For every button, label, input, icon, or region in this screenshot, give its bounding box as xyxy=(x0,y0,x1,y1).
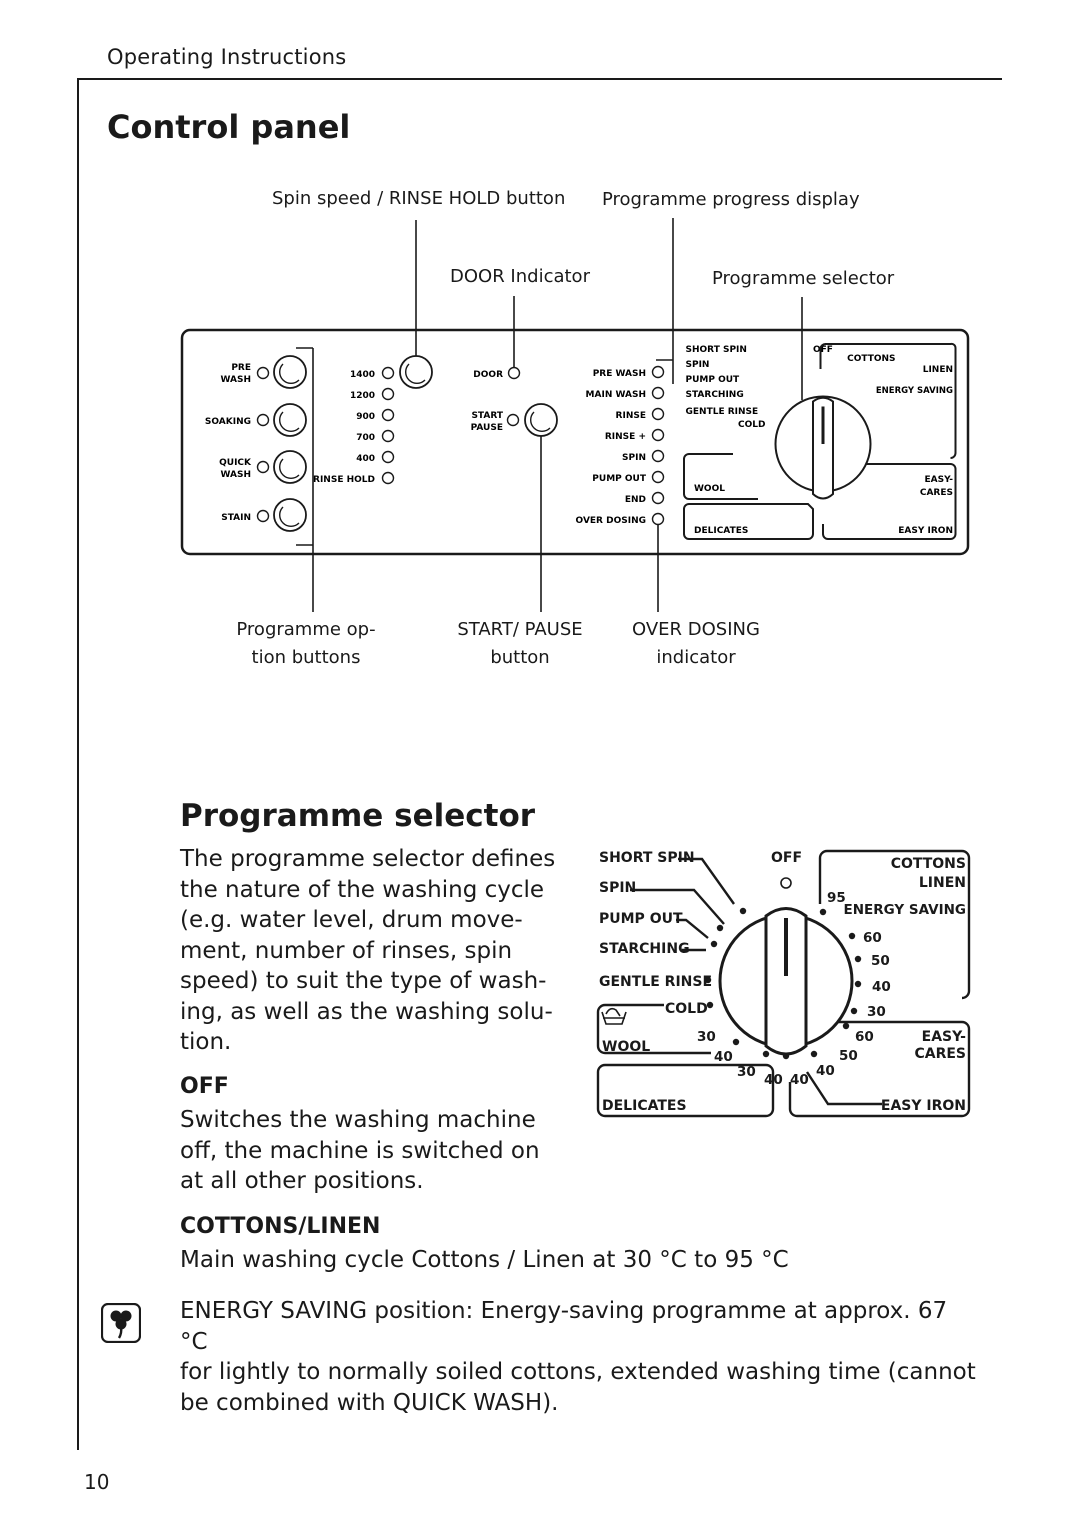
option-label-prewash-2: WASH xyxy=(220,375,251,385)
svg-text:60: 60 xyxy=(855,1029,874,1045)
callout-over-dosing-line2: indicator xyxy=(656,647,736,668)
speed-label-400: 400 xyxy=(356,454,375,464)
svg-text:40: 40 xyxy=(764,1072,783,1088)
svg-text:30: 30 xyxy=(867,1004,886,1020)
svg-text:PUMP OUT: PUMP OUT xyxy=(685,375,740,385)
svg-text:OVER DOSING: OVER DOSING xyxy=(575,516,646,526)
dial-pump-out: PUMP OUT xyxy=(599,911,683,927)
svg-text:END: END xyxy=(624,495,646,505)
intro-paragraph xyxy=(180,844,560,1058)
off-line: Switches the washing machine xyxy=(180,1107,536,1133)
svg-text:30: 30 xyxy=(737,1064,756,1080)
intro-line: ing, as well as the washing solu- xyxy=(180,998,553,1025)
start-label: START xyxy=(471,411,503,421)
callout-over-dosing-line1: OVER DOSING xyxy=(632,619,760,640)
svg-text:95: 95 xyxy=(827,890,846,906)
callout-start-pause-line1: START/ PAUSE xyxy=(457,619,583,640)
dial-starching: STARCHING xyxy=(599,941,690,957)
option-led-prewash xyxy=(258,368,269,379)
svg-text:SHORT SPIN: SHORT SPIN xyxy=(685,345,747,355)
cottons-linen-text: Main washing cycle Cottons / Linen at 30 °C to 95 °C xyxy=(180,1247,789,1273)
speed-label-1200: 1200 xyxy=(349,391,375,401)
svg-text:RINSE +: RINSE + xyxy=(604,432,646,442)
svg-text:40: 40 xyxy=(790,1072,809,1088)
cottons-linen-heading: COTTONS/LINEN xyxy=(180,1214,381,1239)
option-label-soaking: SOAKING xyxy=(204,417,251,427)
option-label-stain: STAIN xyxy=(221,513,251,523)
svg-text:PUMP OUT: PUMP OUT xyxy=(592,474,646,484)
svg-text:SPIN: SPIN xyxy=(685,360,710,370)
svg-text:DELICATES: DELICATES xyxy=(694,526,749,536)
svg-text:RINSE: RINSE xyxy=(615,411,646,421)
svg-text:40: 40 xyxy=(714,1049,733,1065)
dial-energy-saving: ENERGY SAVING xyxy=(843,902,966,918)
door-start-group xyxy=(471,368,557,437)
control-panel-diagram xyxy=(0,0,1080,720)
svg-text:PRE WASH: PRE WASH xyxy=(592,369,646,379)
svg-text:MAIN WASH: MAIN WASH xyxy=(585,390,646,400)
svg-text:40: 40 xyxy=(872,979,891,995)
dial-gentle-rinse: GENTLE RINSE xyxy=(599,974,713,990)
svg-text:LINEN: LINEN xyxy=(922,365,953,375)
intro-line: speed) to suit the type of wash- xyxy=(180,968,547,994)
dial-delicates: DELICATES xyxy=(602,1098,687,1114)
dial-easy-iron: EASY IRON xyxy=(880,1098,966,1114)
svg-text:60: 60 xyxy=(863,930,882,946)
off-heading: OFF xyxy=(180,1074,229,1099)
energy-line: for lightly to normally soiled cottons, extended washing time (cannot xyxy=(180,1359,976,1385)
hand-wash-icon xyxy=(602,1009,626,1024)
start-led xyxy=(508,415,519,426)
callout-option-buttons-line1: Programme op- xyxy=(236,619,376,640)
progress-leds xyxy=(576,367,664,527)
speed-label-1400: 1400 xyxy=(349,370,375,380)
option-label-prewash-1: PRE xyxy=(231,363,251,373)
option-led-quickwash xyxy=(258,462,269,473)
intro-line: tion. xyxy=(180,1029,232,1055)
callout-door-indicator: DOOR Indicator xyxy=(450,266,590,287)
energy-saving-paragraph xyxy=(180,1296,980,1418)
option-label-quickwash-1: QUICK xyxy=(219,458,251,468)
option-led-soaking xyxy=(258,415,269,426)
intro-line: The programme selector defines xyxy=(180,846,556,872)
svg-text:COTTONS: COTTONS xyxy=(847,354,896,364)
svg-text:50: 50 xyxy=(871,953,890,969)
section-header: Operating Instructions xyxy=(107,45,347,69)
intro-line: ment, number of rinses, spin xyxy=(180,937,513,964)
off-line: at all other positions. xyxy=(180,1168,424,1194)
off-line: off, the machine is switched on xyxy=(180,1137,540,1164)
door-label: DOOR xyxy=(473,370,503,380)
dial-cold: COLD xyxy=(665,1001,708,1017)
speed-label-rinse-hold: RINSE HOLD xyxy=(313,475,375,485)
svg-text:WOOL: WOOL xyxy=(694,484,725,494)
spin-speed-leds xyxy=(313,356,432,485)
callout-progress-display: Programme progress display xyxy=(602,189,860,210)
option-led-stain xyxy=(258,511,269,522)
dial-spin: SPIN xyxy=(599,880,637,896)
svg-text:30: 30 xyxy=(697,1029,716,1045)
dial-linen: LINEN xyxy=(918,875,966,891)
dial-short-spin: SHORT SPIN xyxy=(599,850,695,866)
callout-option-buttons-line2: tion buttons xyxy=(251,647,361,668)
callout-programme-selector: Programme selector xyxy=(712,268,895,289)
dial-wool: WOOL xyxy=(602,1039,651,1055)
dial-off: OFF xyxy=(771,850,803,866)
svg-text:50: 50 xyxy=(839,1048,858,1064)
pause-label: PAUSE xyxy=(470,423,503,433)
option-label-quickwash-2: WASH xyxy=(220,470,251,480)
dial-cares: CARES xyxy=(914,1046,966,1062)
svg-text:40: 40 xyxy=(816,1063,835,1079)
callout-spin-speed: Spin speed / RINSE HOLD button xyxy=(272,188,566,209)
page-title: Control panel xyxy=(107,108,351,146)
svg-text:STARCHING: STARCHING xyxy=(685,390,744,400)
svg-text:CARES: CARES xyxy=(919,488,953,498)
off-marker xyxy=(781,878,791,888)
section-title-programme-selector: Programme selector xyxy=(180,798,536,834)
intro-line: (e.g. water level, drum move- xyxy=(180,907,523,933)
intro-line: the nature of the washing cycle xyxy=(180,876,545,903)
callout-start-pause-line2: button xyxy=(490,647,550,668)
svg-text:EASY IRON: EASY IRON xyxy=(898,526,953,536)
svg-text:GENTLE RINSE: GENTLE RINSE xyxy=(685,407,759,417)
energy-line: ENERGY SAVING position: Energy-saving programme at approx. 67 °C xyxy=(180,1298,948,1355)
speed-label-700: 700 xyxy=(356,433,375,443)
clover-icon xyxy=(101,1303,141,1347)
energy-line: be combined with QUICK WASH). xyxy=(180,1389,559,1416)
svg-text:OFF: OFF xyxy=(813,345,833,355)
dial-easy: EASY- xyxy=(921,1029,966,1045)
panel-programme-selector xyxy=(684,344,956,539)
svg-text:ENERGY SAVING: ENERGY SAVING xyxy=(875,386,953,396)
dial-cottons: COTTONS xyxy=(890,856,966,872)
door-led xyxy=(509,368,520,379)
svg-text:SPIN: SPIN xyxy=(622,453,646,463)
speed-label-900: 900 xyxy=(356,412,375,422)
option-buttons xyxy=(205,356,306,531)
off-paragraph xyxy=(180,1105,560,1197)
svg-text:COLD: COLD xyxy=(738,420,766,430)
programme-selector-dial xyxy=(596,846,976,1120)
page-number: 10 xyxy=(84,1470,110,1494)
svg-text:EASY-: EASY- xyxy=(924,475,953,485)
